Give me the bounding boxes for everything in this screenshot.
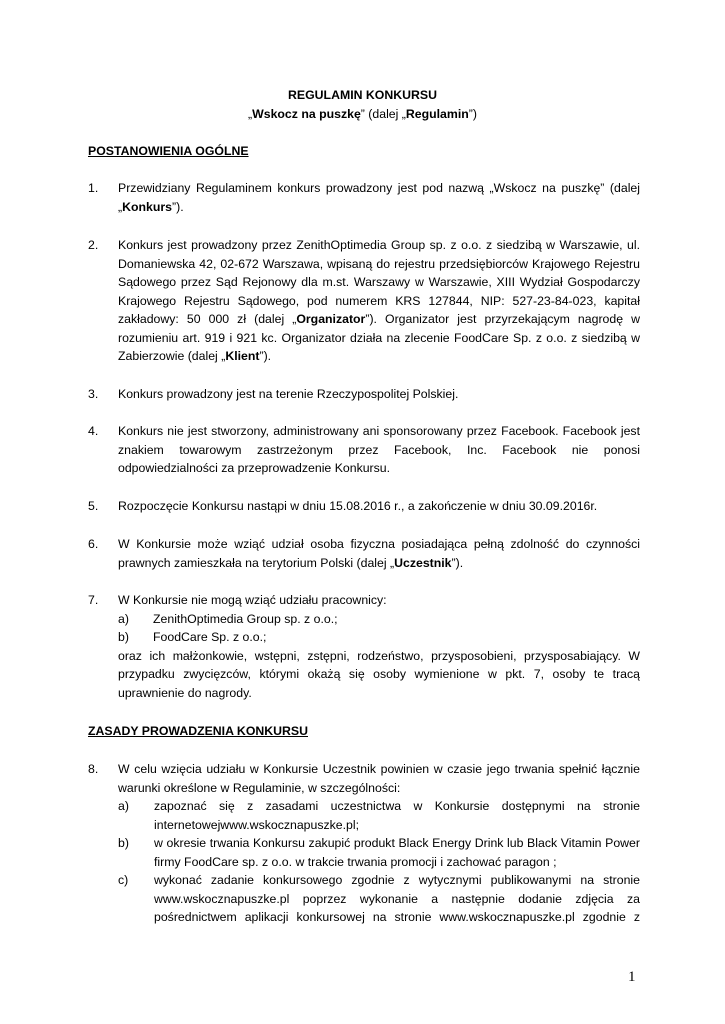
item-number: 1. — [88, 181, 99, 195]
page-number: 1 — [628, 969, 636, 985]
list-item: 2. Konkurs jest prowadzony przez ZenithOptimedia Group sp. z o.o. z siedzibą w Warszawie, ul. Domaniewska 42, 02-672 Warszawa, wpisaną do rejestru przedsiębiorców Krajowego Rejestru Sądowego przez Sąd Rejonowy dla m.st. Warszawy w Warszawie, XIII Wydział Gospodarczy Krajowego Rejestru Sądowego, pod numerem KRS 127844, NIP: 527-23-84-023, kapitał zakładowy: 50 000 zł (dalej „Organizator”). Organizator jest przyrzekającym nagrodę w rozumieniu art. 919 i 921 kc. Organizator działa na zlecenie FoodCare Sp. z o.o. z siedzibą w Zabierzowie (dalej „Klient”). — [88, 238, 640, 363]
sub-item: a) zapoznać się z zasadami uczestnictwa w Konkursie dostępnymi na stronie internetowejwww.wskocznapuszke.pl; — [118, 799, 640, 832]
regulamin-ref: Regulamin — [405, 107, 469, 121]
section-heading-general: POSTANOWIENIA OGÓLNE — [88, 144, 249, 158]
item-number: 3. — [88, 387, 99, 401]
item-number: 4. — [88, 424, 99, 438]
section-heading-rules: ZASADY PROWADZENIA KONKURSU — [88, 724, 308, 738]
item-number: 8. — [88, 762, 99, 776]
sub-item: b) w okresie trwania Konkursu zakupić produkt Black Energy Drink lub Black Vitamin Power firmy FoodCare sp. z o.o. w trakcie trwania promocji i zachować paragon ; — [118, 836, 640, 869]
list-item: 1. Przewidziany Regulaminem konkurs prowadzony jest pod nazwą „Wskocz na puszkę” (dalej „Konkurs”). — [88, 181, 640, 214]
item-number: 6. — [88, 537, 99, 551]
list-item: 8. W celu wzięcia udziału w Konkursie Uczestnik powinien w czasie jego trwania spełnić łącznie warunki określone w Regulaminie, w szczególności: a) zapoznać się z zasadami uczestnictwa w Konkursie dostępnymi na stronie internetowejwww.wskocznapuszke.pl; b) w okresie trwania Konkursu zakupić produkt Black Energy Drink lub Black Vitamin Power firmy FoodCare sp. z o.o. w trakcie trwania promocji i zachować paragon ; c) wykonać zadanie konkursowego zgodnie z wytycznymi publikowanymi na stronie www.wskocznapuszke.pl poprzez wykonanie a następnie dodanie zdjęcia za pośrednictwem aplikacji konkursowej na stronie www.wskocznapuszke.pl zgodnie z — [88, 760, 640, 927]
item-number: 5. — [88, 499, 99, 513]
list-item: 5. Rozpoczęcie Konkursu nastąpi w dniu 15.08.2016 r., a zakończenie w dniu 30.09.2016r. — [88, 497, 640, 516]
list-item: 4. Konkurs nie jest stworzony, administrowany ani sponsorowany przez Facebook. Facebook jest znakiem towarowym zastrzeżonym przez Facebook, Inc. Facebook nie ponosi odpowiedzialności za przeprowadzenie Konkursu. — [88, 424, 640, 475]
list-item: 7. W Konkursie nie mogą wziąć udziału pracownicy: a) ZenithOptimedia Group sp. z o.o.; b) FoodCare Sp. z o.o.; oraz ich małżonkowie, wstępni, zstępni, rodzeństwo, przysposobieni, przysposabiający. W przypadku zwycięzców, którymi okażą się osoby wymienione w pkt. 7, osoby te tracą uprawnienie do nagrody. — [88, 593, 640, 700]
item-number: 7. — [88, 593, 99, 607]
sub-item: c) wykonać zadanie konkursowego zgodnie z wytycznymi publikowanymi na stronie www.wskocznapuszke.pl poprzez wykonanie a następnie dodanie zdjęcia za pośrednictwem aplikacji konkursowej na stronie www.wskocznapuszke.pl zgodnie z — [118, 873, 640, 924]
contest-name: Wskocz na puszkę — [252, 107, 361, 121]
document-title: REGULAMIN KONKURSU — [288, 88, 437, 102]
list-item: 6. W Konkursie może wziąć udział osoba fizyczna posiadająca pełną zdolność do czynności prawnych zamieszkała na terytorium Polski (dalej „Uczestnik”). — [88, 537, 640, 570]
document-subtitle: „Wskocz na puszkę” (dalej „Regulamin”) — [248, 107, 477, 121]
sub-item: b) FoodCare Sp. z o.o.; — [118, 630, 267, 644]
list-item: 3. Konkurs prowadzony jest na terenie Rzeczypospolitej Polskiej. — [88, 385, 640, 404]
sub-item: a) ZenithOptimedia Group sp. z o.o.; — [118, 611, 338, 626]
item-number: 2. — [88, 238, 99, 252]
